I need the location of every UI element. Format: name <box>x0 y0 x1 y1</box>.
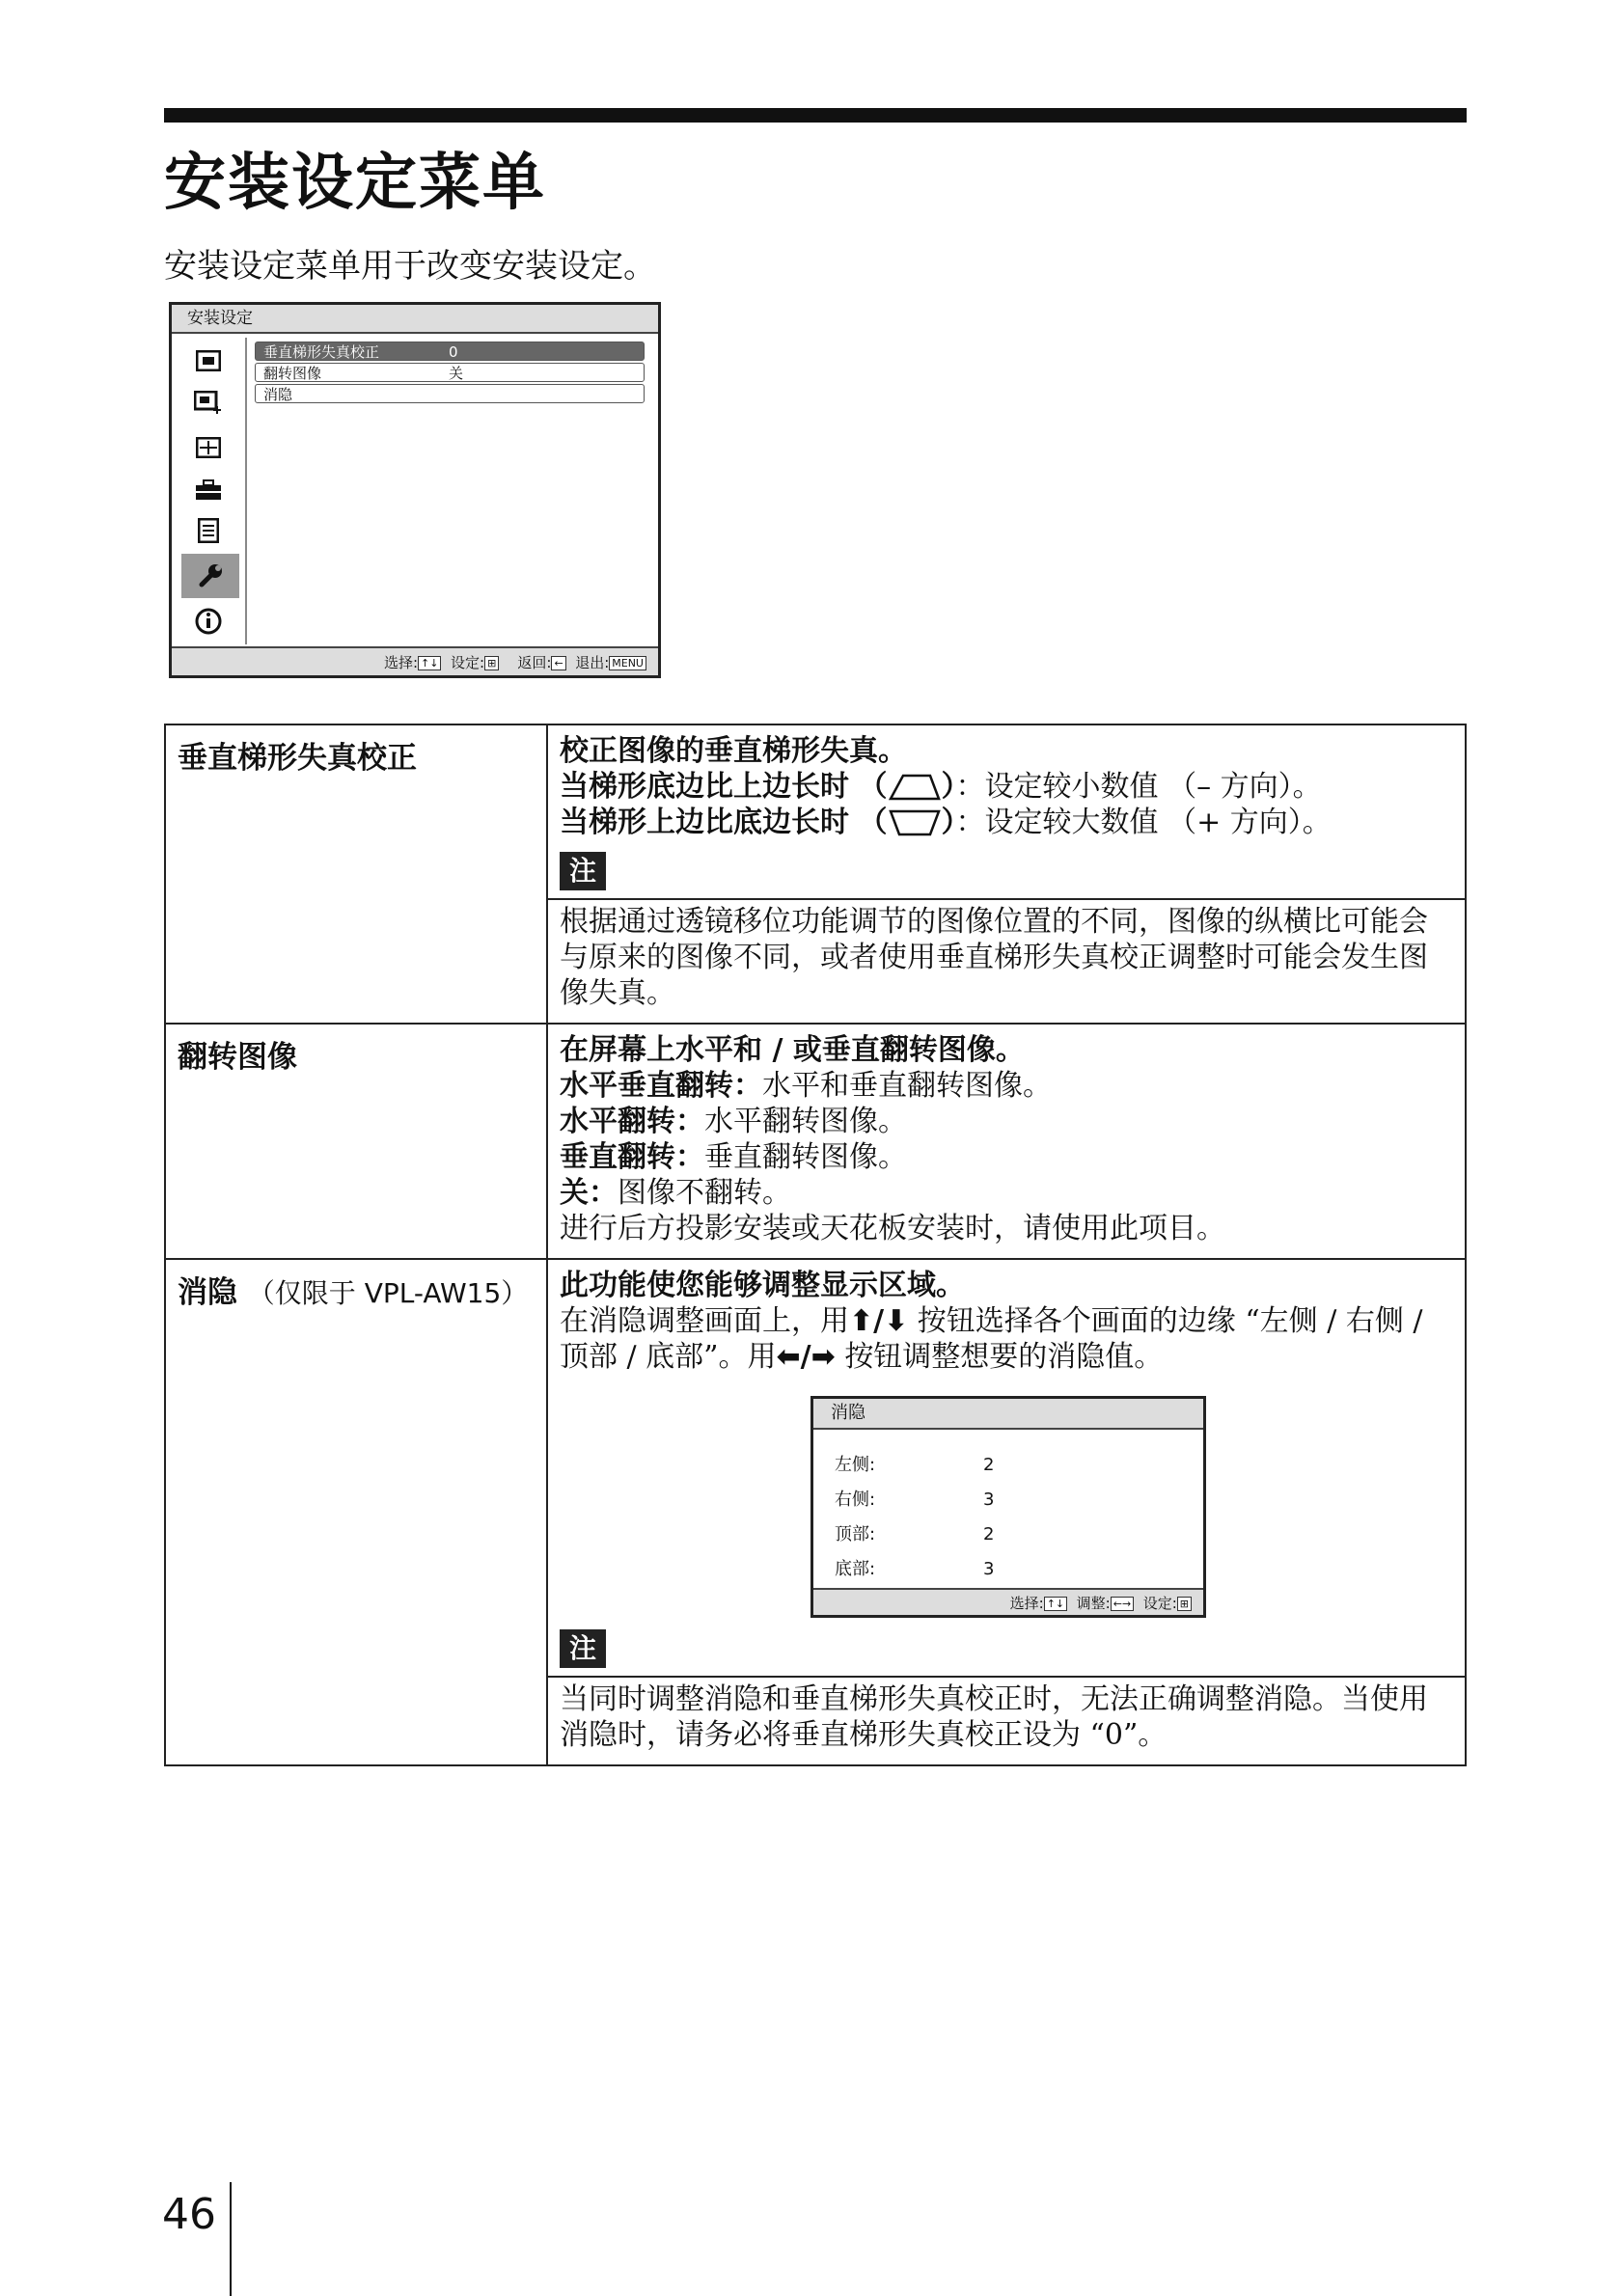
blank-row-label: 左侧: <box>835 1455 876 1475</box>
table-row <box>165 1024 1466 1259</box>
desc-line: 当梯形底边比上边长时 （ ）：设定较小数值 （– 方向）。 <box>560 770 1322 804</box>
trapezoid-bottom-long-icon <box>888 773 942 802</box>
desc-rest: ：设定较大数值 （+ 方向）。 <box>955 806 1332 839</box>
item-desc-keystone <box>547 724 1466 1024</box>
desc-lead: 此功能使您能够调整显示区域。 <box>560 1269 965 1302</box>
desc-lead: 在屏幕上水平和 / 或垂直翻转图像。 <box>560 1033 1025 1067</box>
option-key: 水平翻转： <box>560 1105 704 1138</box>
note-divider <box>548 898 1465 900</box>
osd-title: 安装设定 <box>172 305 658 334</box>
advanced-picture-icon[interactable] <box>191 386 226 421</box>
desc-bold: 当梯形上边比底边长时 <box>560 806 849 839</box>
option-value: 水平翻转图像。 <box>704 1105 907 1138</box>
enter-key-icon: ⊞ <box>1177 1597 1192 1611</box>
left-key-icon: ← <box>551 656 565 670</box>
option-key: 水平垂直翻转： <box>560 1069 762 1103</box>
desc-rest: ：设定较小数值 （– 方向）。 <box>955 770 1322 804</box>
osd-footer <box>172 646 658 675</box>
desc-extra: 进行后方投影安装或天花板安装时，请使用此项目。 <box>560 1212 1225 1245</box>
osd-item-label: 翻转图像 <box>263 365 322 382</box>
item-name-sub: （仅限于 VPL-AW15） <box>247 1277 529 1309</box>
blank-row-value: 2 <box>983 1524 995 1544</box>
footer-select-label: 选择: <box>383 654 419 671</box>
function-icon[interactable] <box>191 473 226 507</box>
footer-back-label: 返回: <box>517 654 552 671</box>
option-value: 垂直翻转图像。 <box>704 1140 907 1174</box>
footer-set-label: 设定: <box>451 654 485 671</box>
desc-line: 当梯形上边比底边长时 （ ）：设定较大数值 （+ 方向）。 <box>560 806 1332 839</box>
operation-icon[interactable] <box>191 513 226 548</box>
blank-row-value: 3 <box>983 1490 995 1510</box>
osd-item-label: 消隐 <box>263 386 293 403</box>
flip-option <box>560 1175 1453 1211</box>
footer-adjust-label: 调整: <box>1076 1595 1111 1612</box>
blank-row-label: 右侧: <box>835 1490 876 1510</box>
flip-option <box>560 1104 1453 1139</box>
osd-item-keystone[interactable] <box>255 342 645 361</box>
osd-item-blanking[interactable] <box>255 384 645 403</box>
desc-bold: 当梯形底边比上边长时 <box>560 770 849 804</box>
page-title: 安装设定菜单 <box>164 148 546 219</box>
up-down-key-icon: ↑↓ <box>418 656 441 670</box>
screen-icon[interactable] <box>191 430 226 465</box>
desc-paragraph <box>560 1303 1453 1375</box>
flip-option <box>560 1068 1453 1104</box>
item-name: 消隐 <box>178 1275 237 1310</box>
enter-key-icon: ⊞ <box>484 656 499 670</box>
note-text: 根据通过透镜移位功能调节的图像位置的不同，图像的纵横比可能会与原来的图像不同，或者使用垂直梯形失真校正调整时可能会发生图像失真。 <box>560 905 1428 1010</box>
picture-icon[interactable] <box>191 343 226 378</box>
osd-sidebar <box>178 338 247 644</box>
up-down-key-icon: ↑↓ <box>1044 1597 1067 1611</box>
option-value: 图像不翻转。 <box>618 1176 791 1210</box>
option-key: 关： <box>560 1176 618 1210</box>
osd-item-flip[interactable] <box>255 363 645 382</box>
blank-row-label: 底部: <box>835 1559 876 1579</box>
flip-option <box>560 1139 1453 1175</box>
item-name-blanking <box>165 1259 547 1765</box>
table-row <box>165 724 1466 1024</box>
desc-part: 按钮选择各个画面的边缘 “左侧 / 右侧 / 顶部 / 底部”。用 <box>560 1304 1423 1374</box>
blanking-osd-title: 消隐 <box>813 1399 1203 1430</box>
desc-lead: 校正图像的垂直梯形失真。 <box>560 734 907 768</box>
installation-menu-osd <box>169 302 661 678</box>
footer-exit-label: 退出: <box>575 654 610 671</box>
blanking-osd-footer <box>813 1588 1203 1615</box>
blank-row-value: 2 <box>983 1455 995 1475</box>
osd-item-label: 垂直梯形失真校正 <box>263 343 380 361</box>
item-desc-blanking <box>547 1259 1466 1765</box>
settings-table <box>164 724 1467 1766</box>
osd-item-value: 关 <box>449 365 464 382</box>
footer-select-label: 选择: <box>1009 1595 1044 1612</box>
desc-part: 按钮调整想要的消隐值。 <box>844 1340 1164 1374</box>
up-down-arrow-icon: ⬆/⬇ <box>849 1304 909 1338</box>
left-right-arrow-icon: ⬅/➡ <box>776 1340 836 1374</box>
blank-row-label: 顶部: <box>835 1524 876 1544</box>
note-text: 当同时调整消隐和垂直梯形失真校正时，无法正确调整消隐。当使用消隐时，请务必将垂直梯形失真校正设为 “0”。 <box>560 1682 1428 1752</box>
trapezoid-top-long-icon <box>888 808 942 837</box>
osd-item-value: 0 <box>449 343 458 361</box>
footer-set-label: 设定: <box>1142 1595 1177 1612</box>
item-name-flip: 翻转图像 <box>165 1024 547 1259</box>
page-number: 46 <box>162 2190 216 2239</box>
left-right-key-icon: ←→ <box>1111 1597 1134 1611</box>
intro-text: 安装设定菜单用于改变安装设定。 <box>164 247 656 286</box>
note-divider <box>548 1676 1465 1678</box>
blanking-osd <box>810 1396 1206 1618</box>
note-tag: 注 <box>560 852 606 890</box>
desc-part: 在消隐调整画面上，用 <box>560 1304 849 1338</box>
blank-row-value: 3 <box>983 1559 995 1579</box>
item-desc-flip <box>547 1024 1466 1259</box>
information-icon[interactable] <box>191 604 226 639</box>
note-tag: 注 <box>560 1629 606 1668</box>
option-value: 水平和垂直翻转图像。 <box>762 1069 1052 1103</box>
table-row <box>165 1259 1466 1765</box>
option-key: 垂直翻转： <box>560 1140 704 1174</box>
top-rule <box>164 108 1467 123</box>
item-name-keystone: 垂直梯形失真校正 <box>165 724 547 1024</box>
installation-icon[interactable] <box>181 554 239 598</box>
page-number-rule <box>230 2182 232 2296</box>
menu-key-icon: MENU <box>609 656 646 670</box>
